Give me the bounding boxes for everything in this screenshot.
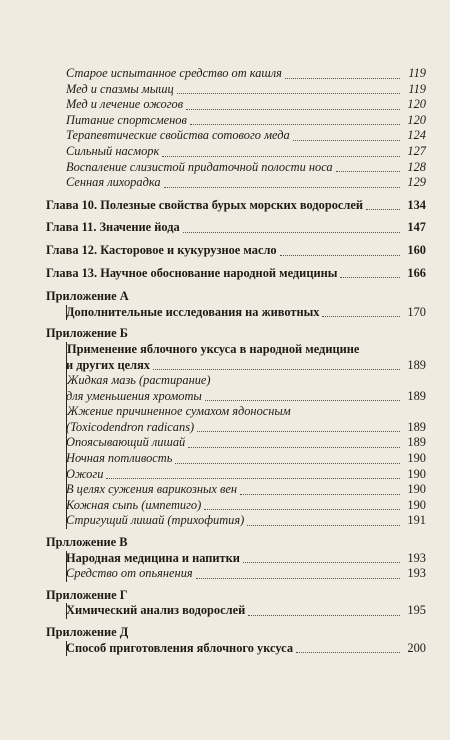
page-number: 124 — [407, 128, 426, 143]
page-number: 120 — [407, 97, 426, 112]
page-number: 127 — [407, 143, 426, 158]
chapter-title: Глава 11. Значение йода — [46, 220, 180, 235]
page-number: 191 — [407, 513, 426, 528]
dot-leader — [340, 277, 400, 278]
entry-title: Сильный насморк — [66, 143, 160, 158]
chapter-entry — [46, 266, 426, 282]
toc-entry — [46, 97, 426, 113]
entry-title: Терапевтические свойства сотового меда — [66, 128, 290, 143]
chapter-entry — [46, 243, 426, 259]
entry-title: Старое испытанное средство от кашля — [66, 66, 282, 80]
dot-leader — [197, 431, 400, 432]
page-number: 190 — [407, 466, 426, 481]
page-number: 119 — [408, 66, 426, 80]
appendix-entry — [66, 389, 426, 405]
dot-leader — [164, 187, 400, 188]
page-number: 189 — [407, 357, 426, 372]
entry-title-line: Жидкая мазь (растирание) — [67, 373, 211, 388]
entry-title-line: для уменьшения хромоты — [66, 388, 202, 403]
page-number: 160 — [407, 242, 426, 257]
appendix-entry — [66, 482, 426, 498]
entry-title: Химический анализ водорослей — [66, 603, 246, 618]
entry-title-line: (Toxicodendron radicans) — [66, 419, 195, 434]
entry-title: Способ приготовления яблочного уксуса — [66, 640, 294, 655]
appendix-entry — [66, 498, 426, 514]
page-number: 134 — [407, 197, 426, 212]
toc-entry — [46, 160, 426, 176]
toc-entry — [46, 113, 426, 129]
page-number: 190 — [407, 482, 426, 497]
dot-leader — [293, 140, 400, 141]
dot-leader — [205, 400, 400, 401]
appendix-entry — [66, 435, 426, 451]
dot-leader — [153, 369, 400, 370]
chapter-entry — [46, 220, 426, 236]
toc-entry — [46, 82, 426, 98]
page-number: 193 — [407, 550, 426, 565]
dot-leader — [247, 525, 400, 526]
page-number: 128 — [407, 159, 426, 174]
chapter-title: Глава 12. Касторовое и кукурузное масло — [46, 242, 277, 257]
entry-title: Мед и спазмы мышц — [66, 81, 174, 96]
toc-entry — [46, 128, 426, 144]
appendix-entry — [66, 513, 426, 529]
entry-title: Кожная сыпь (импетиго) — [66, 497, 202, 512]
entry-title: Мед и лечение ожогов — [66, 97, 184, 112]
entry-title: Ночная потливость — [66, 451, 173, 466]
appendix-a-block — [66, 305, 426, 321]
dot-leader — [240, 494, 400, 495]
chapter-title: Глава 13. Научное обоснование народной медицины — [46, 265, 338, 280]
appendix-entry — [66, 551, 426, 567]
dot-leader — [196, 578, 400, 579]
entry-title-line: Применение яблочного уксуса в народной медицине — [67, 341, 360, 356]
entry-title: Дополнительные исследования на животных — [66, 304, 320, 319]
table-of-contents — [46, 66, 426, 656]
page-number: 189 — [407, 388, 426, 403]
page-number: 170 — [407, 304, 426, 319]
dot-leader — [162, 156, 400, 157]
dot-leader — [243, 562, 400, 563]
page-number: 120 — [407, 112, 426, 127]
entry-title-line: и других целях — [66, 357, 150, 372]
dot-leader — [183, 232, 400, 233]
appendix-entry — [66, 305, 426, 321]
page-number: 195 — [407, 603, 426, 618]
page-number: 190 — [407, 451, 426, 466]
appendix-g-block — [66, 603, 426, 619]
toc-entry — [46, 66, 426, 82]
chapter-entry — [46, 198, 426, 214]
entry-title: Средство от опьянения — [66, 566, 193, 581]
entry-title: Питание спортсменов — [66, 112, 187, 127]
page-number: 190 — [407, 497, 426, 512]
appendix-entry — [66, 420, 426, 436]
appendix-entry — [66, 358, 426, 374]
entry-title: Ожоги — [66, 466, 104, 481]
appendix-v-block — [66, 551, 426, 582]
entry-title: В целях сужения варикозных вен — [66, 482, 238, 497]
page-number: 166 — [407, 265, 426, 280]
dot-leader — [106, 478, 400, 479]
appendix-entry — [66, 641, 426, 657]
appendix-entry — [66, 451, 426, 467]
appendix-b-heading: Приложение Б — [46, 326, 128, 341]
dot-leader — [322, 316, 400, 317]
dot-leader — [336, 171, 400, 172]
dot-leader — [177, 93, 400, 94]
appendix-entry — [66, 603, 426, 619]
dot-leader — [204, 509, 400, 510]
appendix-d-heading: Приложение Д — [46, 625, 129, 639]
entry-title: Стригущий лишай (трихофития) — [66, 513, 245, 528]
appendix-entry — [66, 566, 426, 582]
toc-entry — [46, 175, 426, 191]
dot-leader — [175, 463, 400, 464]
dot-leader — [186, 109, 400, 110]
appendix-d-block — [66, 641, 426, 657]
toc-entry — [46, 144, 426, 160]
entry-title: Воспаление слизистой придаточной полости носа — [66, 159, 333, 174]
dot-leader — [190, 124, 400, 125]
dot-leader — [188, 447, 400, 448]
page-number: 189 — [407, 435, 426, 450]
page-number: 147 — [407, 220, 426, 235]
dot-leader — [296, 652, 400, 653]
appendix-entry — [66, 467, 426, 483]
dot-leader — [366, 209, 400, 210]
dot-leader — [280, 255, 400, 256]
entry-title: Народная медицина и напитки — [66, 550, 240, 565]
appendix-b-block — [66, 342, 426, 529]
page-number: 129 — [407, 175, 426, 190]
page-number: 119 — [408, 81, 426, 96]
dot-leader — [285, 78, 400, 79]
entry-title: Сенная лихорадка — [66, 175, 161, 190]
page-number: 193 — [407, 566, 426, 581]
chapter-title: Глава 10. Полезные свойства бурых морских водорослей — [46, 197, 364, 212]
appendix-g-heading: Приложение Г — [46, 587, 128, 602]
page-number: 200 — [407, 640, 426, 655]
entry-title: Опоясывающий лишай — [66, 435, 186, 450]
dot-leader — [248, 615, 400, 616]
entry-title-line: Жжение причиненное сумахом ядоносным — [67, 404, 291, 419]
appendix-v-heading: Прлложение В — [46, 535, 128, 550]
page-number: 189 — [407, 419, 426, 434]
appendix-a-heading: Приложение А — [46, 289, 129, 304]
